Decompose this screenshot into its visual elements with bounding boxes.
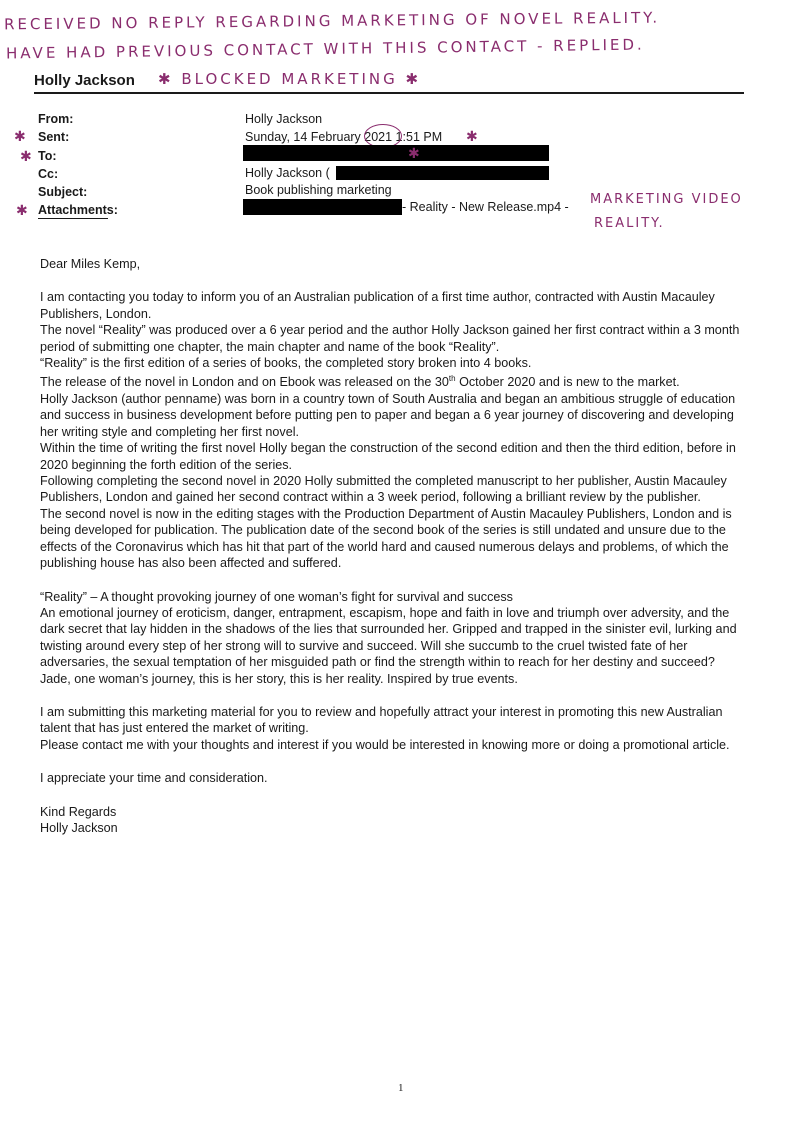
paragraph-line: Please contact me with your thoughts and interest if you would be interested in knowing more or doing a promotional article. [40, 737, 730, 752]
margin-star-attachments: ✱ [16, 202, 28, 218]
attachment-redaction [243, 199, 402, 215]
cc-label: Cc: [38, 167, 59, 181]
to-redaction [243, 145, 549, 161]
sent-label: Sent: [38, 130, 70, 144]
letter-body [40, 256, 752, 836]
sent-star: ✱ [466, 128, 478, 144]
handwritten-reality: REALITY. [594, 216, 665, 231]
cc-redaction [336, 166, 549, 180]
thanks-line: I appreciate your time and consideration. [40, 771, 268, 786]
handwritten-marketing-video: MARKETING VIDEO [590, 192, 743, 207]
paragraph-line: “Reality” is the first edition of a series of books, the completed story broken into 4 books. [40, 356, 532, 371]
handwritten-note-line1: RECEIVED NO REPLY REGARDING MARKETING OF NOVEL REALITY. [3, 8, 661, 34]
release-superscript: th [448, 374, 456, 384]
paragraph-line: Holly Jackson (author penname) was born in a country town of South Australia and began an ambitious struggle of education and success in business development before putting pen to paper and began a 6 year journey of discovering and developing her writing style and completing her first novel. [40, 392, 736, 439]
paragraph-line: Following completing the second novel in 2020 Holly submitted the completed manuscript to her publisher, Austin Macauley Publishers, London and gained her second contract within a 3 week period, following a brilliant review by the publisher. [40, 474, 727, 505]
attachments-underline [38, 218, 108, 219]
attachment-value: - Reality - New Release.mp4 - [402, 200, 569, 214]
email-owner-name: Holly Jackson [34, 72, 135, 89]
paragraph-line: The second novel is now in the editing stages with the Production Department of Austin Macauley Publishers, London and is being developed for publication. The publication date of the second book of the series is still undated and unsure due to the effects of the Coronavirus which has hit that part of the world hard and caused numerous delays and problems, of which the publishing house has also been affected and suffered. [40, 506, 732, 571]
paragraph-line: The novel “Reality” was produced over a 6 year period and the author Holly Jackson gained her first contract within a 3 month period of submitting one chapter, the main chapter and name of the book “Reality”. [40, 323, 740, 354]
release-line [40, 371, 752, 391]
paragraph-line: I am contacting you today to inform you of an Australian publication of a first time author, contracted with Austin Macauley Publishers, London. [40, 290, 715, 321]
subject-value: Book publishing marketing [245, 183, 392, 197]
paragraph-line: An emotional journey of eroticism, danger, entrapment, escapism, hope and faith in love and triumph over adversity, and the dark secret that lay hidden in the shadows of the lies that surrounded her. Gripped and trapped in the sinister evil, lurking and twisting around every step of her strong will to survive and succeed. Will she succumb to the cruel twisted fate of her adversaries, the sexual temptation of her misguided path or find the strength within to reach for her destiny and succeed? [40, 605, 737, 670]
handwritten-note-line2: HAVE HAD PREVIOUS CONTACT WITH THIS CONTACT - REPLIED. [5, 35, 645, 63]
subject-label: Subject: [38, 185, 88, 199]
salutation: Dear Miles Kemp, [40, 257, 141, 271]
from-label: From: [38, 112, 74, 126]
margin-star-to: ✱ [20, 148, 32, 164]
attachments-label: Attachments: [38, 203, 118, 217]
header-rule [34, 92, 744, 94]
release-text-b: October 2020 and is new to the market. [455, 375, 680, 390]
to-label: To: [38, 149, 57, 163]
paragraph-line: Within the time of writing the first novel Holly began the construction of the second edition and then the third edition, before in 2020 beginning the forth edition of the series. [40, 441, 736, 472]
handwritten-blocked-marketing: ✱ BLOCKED MARKETING ✱ [158, 70, 422, 88]
paragraph-line: Jade, one woman’s journey, this is her story, this is her reality. Inspired by true events. [40, 671, 518, 686]
page-number: 1 [398, 1082, 404, 1094]
sent-value: Sunday, 14 February 2021 1:51 PM [245, 130, 443, 144]
margin-star-sent: ✱ [14, 128, 26, 144]
closing: Kind Regards [40, 804, 117, 819]
paragraph-line: “Reality” – A thought provoking journey of one woman’s fight for survival and success [40, 589, 513, 604]
paragraph-line: I am submitting this marketing material for you to review and hopefully attract your interest in promoting this new Australian talent that has just entered the market of writing. [40, 704, 723, 736]
signature: Holly Jackson [40, 820, 118, 835]
release-text-a: The release of the novel in London and on Ebook was released on the 30 [40, 375, 449, 390]
to-star: ✱ [408, 145, 420, 161]
cc-value: Holly Jackson ( [245, 166, 330, 180]
from-value: Holly Jackson [245, 112, 323, 126]
